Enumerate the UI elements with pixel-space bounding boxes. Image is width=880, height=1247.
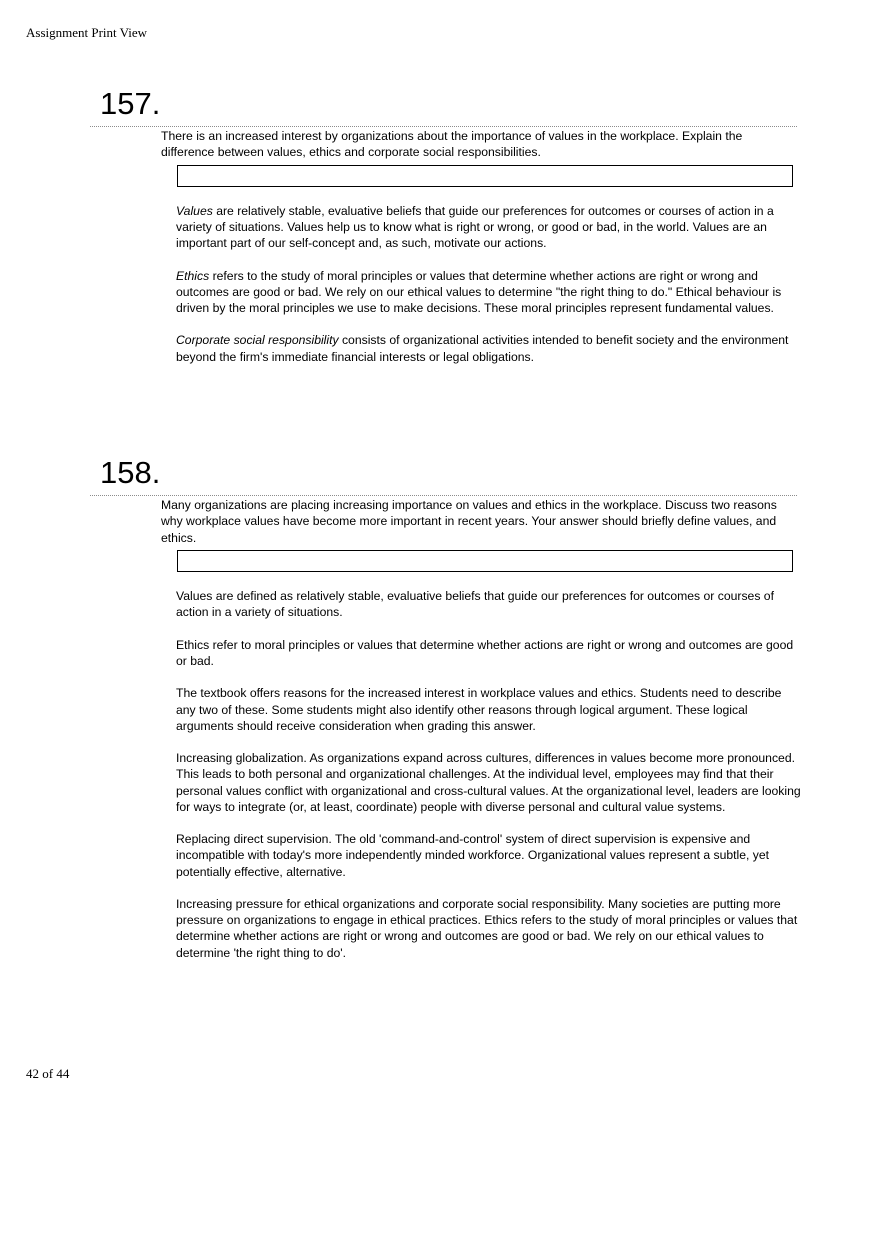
question-divider (90, 495, 797, 496)
answer-paragraph (176, 268, 801, 317)
question-number: 157. (100, 86, 161, 121)
answer-body: consists of organizational activities intended to benefit society and the environment beyond the firm's immediate financial interests or legal obligations. (176, 333, 789, 364)
answer-term: Values (176, 203, 213, 218)
answer-body: are relatively stable, evaluative beliefs that guide our preferences for outcomes or courses of action in a variety of situations. Values help us to know what is right or wrong, or good or bad, in the world. Values are an important part of our self-concept and, as such, motivate our actions. (176, 203, 774, 251)
answer-paragraph: Ethics refer to moral principles or values that determine whether actions are right or wrong and outcomes are good or bad. (176, 637, 794, 669)
answer-paragraph: Increasing globalization. As organizations expand across cultures, differences in values become more pronounced. This leads to both personal and organizational challenges. At the individual level, employees may find that their personal values conflict with organizational and cross-cultural values. At the organizational level, leaders are looking for ways to integrate (or, at least, coordinate) people with diverse personal and cultural value systems. (176, 751, 801, 814)
question-divider (90, 126, 797, 127)
answer-paragraph (176, 332, 801, 364)
answer-paragraph: Increasing pressure for ethical organizations and corporate social responsibility. Many societies are putting more pressure on organizations to engage in ethical practices. Ethics refers to the study of moral principles or values that determine whether actions are right or wrong and outcomes are good or bad. We rely on our ethical values to determine 'the right thing to do'. (176, 897, 798, 960)
answer-paragraph: Values are defined as relatively stable, evaluative beliefs that guide our preferences for outcomes or courses of action in a variety of situations. (176, 589, 774, 620)
answer-term: Corporate social responsibility (176, 333, 339, 348)
question-157 (90, 86, 797, 381)
question-number: 158. (100, 455, 161, 490)
question-158 (90, 455, 801, 977)
question-text: Many organizations are placing increasing importance on values and ethics in the workplace. Discuss two reasons why workplace values have become more important in recent years. Your answer should briefly define values, and ethics. (161, 498, 777, 545)
answer-paragraph: The textbook offers reasons for the increased interest in workplace values and ethics. Students need to describe any two of these. Some students might also identify other reasons through logical argument. These logical arguments should receive consideration when grading this answer. (176, 686, 782, 733)
model-answer (176, 203, 801, 365)
answer-term: Ethics (176, 268, 210, 283)
answer-body: refers to the study of moral principles or values that determine whether actions are right or wrong and outcomes are good or bad. We rely on our ethical values to determine "the right thing to do." Ethical behaviour is driven by the moral principles we use to make decisions. These moral principles represent fundamental values. (176, 268, 782, 316)
page-header-title: Assignment Print View (26, 25, 148, 40)
answer-input-box[interactable] (177, 550, 793, 572)
model-answer (176, 588, 801, 961)
question-text: There is an increased interest by organizations about the importance of values in the workplace. Explain the difference between values, ethics and corporate social responsibilities. (161, 129, 743, 160)
answer-input-box[interactable] (177, 165, 793, 187)
answer-paragraph (176, 203, 801, 252)
answer-paragraph: Replacing direct supervision. The old 'command-and-control' system of direct supervision is expensive and incompatible with today's more independently minded workforce. Organizational values represent a subtle, yet potentially effective, alternative. (176, 832, 770, 879)
page-number-indicator: 42 of 44 (26, 1066, 70, 1081)
